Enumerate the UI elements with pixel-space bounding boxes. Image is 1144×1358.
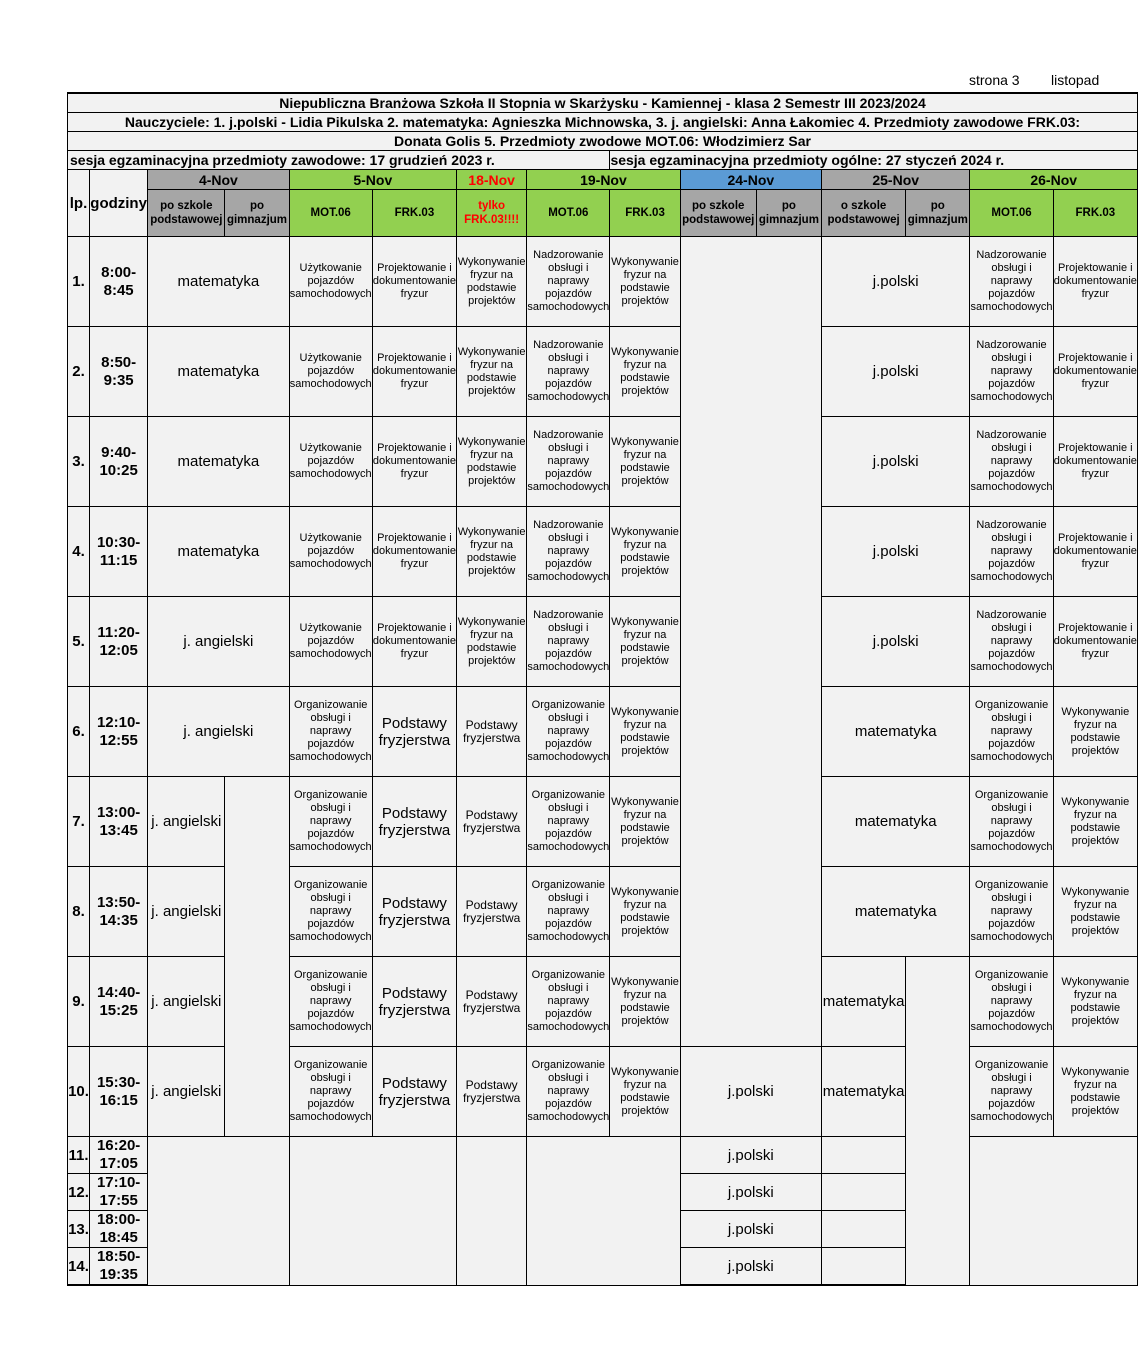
lesson-time: 15:30- 16:15 (90, 1047, 148, 1137)
table-row (68, 687, 1138, 777)
lesson-cell: Projektowanie i dokumentowanie fryzur (1053, 417, 1137, 507)
lp-header: lp. (68, 170, 90, 237)
subheader-gimn: po gimnazjum (756, 190, 821, 237)
lesson-cell: matematyka (148, 507, 289, 597)
day-header: 25-Nov (822, 170, 970, 190)
lesson-cell: Organizowanie obsługi i naprawy pojazdów samochodowych (970, 777, 1053, 867)
table-row (68, 190, 1138, 237)
lesson-cell: matematyka (822, 777, 970, 867)
lesson-cell: j.polski (680, 1174, 821, 1211)
lesson-cell: Projektowanie i dokumentowanie fryzur (1053, 507, 1137, 597)
lesson-cell: Organizowanie obsługi i naprawy pojazdów samochodowych (289, 777, 372, 867)
subheader-tylko: tylko FRK.03!!!! (457, 190, 527, 237)
lesson-cell: j.polski (822, 597, 970, 687)
lesson-cell: j. angielski (148, 1047, 225, 1137)
lesson-time: 11:20- 12:05 (90, 597, 148, 687)
empty-cell (822, 1174, 906, 1211)
lesson-cell: Podstawy fryzjerstwa (457, 957, 527, 1047)
lesson-cell: Projektowanie i dokumentowanie fryzur (372, 597, 456, 687)
lesson-cell: Nadzorowanie obsługi i naprawy pojazdów samochodowych (527, 327, 610, 417)
lesson-number: 5. (68, 597, 90, 687)
lesson-cell: Wykonywanie fryzur na podstawie projektów (1053, 687, 1137, 777)
table-row (68, 1137, 1138, 1174)
session-general: sesja egzaminacyjna przedmioty ogólne: 27 styczeń 2024 r. (610, 151, 1138, 170)
lesson-cell: matematyka (148, 237, 289, 327)
lesson-cell: Projektowanie i dokumentowanie fryzur (372, 237, 456, 327)
empty-cell (289, 1137, 456, 1286)
day-header: 26-Nov (970, 170, 1138, 190)
subheader-mot: MOT.06 (527, 190, 610, 237)
lesson-cell: Wykonywanie fryzur na podstawie projektów (457, 417, 527, 507)
teachers-line: Nauczyciele: 1. j.polski - Lidia Pikulska 2. matematyka: Agnieszka Michnowska, 3. j. angielski: Anna Łakomiec 4. Przedmioty zawodowe FRK.03: (68, 113, 1138, 132)
lesson-cell: Nadzorowanie obsługi i naprawy pojazdów samochodowych (970, 507, 1053, 597)
table-row (68, 151, 1138, 170)
lesson-cell: Projektowanie i dokumentowanie fryzur (372, 417, 456, 507)
subheader-mot: MOT.06 (289, 190, 372, 237)
table-row (68, 597, 1138, 687)
lesson-cell: matematyka (148, 327, 289, 417)
subheader-mot: MOT.06 (970, 190, 1053, 237)
lesson-cell: Wykonywanie fryzur na podstawie projektów (1053, 957, 1137, 1047)
lesson-cell: j.polski (680, 1047, 821, 1137)
lesson-cell: matematyka (822, 687, 970, 777)
lesson-cell: j. angielski (148, 597, 289, 687)
table-row (68, 170, 1138, 190)
lesson-cell: Podstawy fryzjerstwa (457, 867, 527, 957)
subheader-podst: po szkole podstawowej (680, 190, 756, 237)
lesson-cell: Wykonywanie fryzur na podstawie projektów (610, 237, 680, 327)
lesson-cell: Nadzorowanie obsługi i naprawy pojazdów samochodowych (527, 237, 610, 327)
lesson-time: 13:00- 13:45 (90, 777, 148, 867)
lesson-cell: Wykonywanie fryzur na podstawie projektów (1053, 777, 1137, 867)
lesson-number: 4. (68, 507, 90, 597)
lesson-time: 12:10- 12:55 (90, 687, 148, 777)
lesson-cell: Organizowanie obsługi i naprawy pojazdów samochodowych (527, 1047, 610, 1137)
lesson-cell: Wykonywanie fryzur na podstawie projektów (610, 1047, 680, 1137)
lesson-cell: j. angielski (148, 687, 289, 777)
table-row (68, 327, 1138, 417)
lesson-cell: Organizowanie obsługi i naprawy pojazdów samochodowych (289, 957, 372, 1047)
table-row (68, 777, 1138, 867)
day-header: 24-Nov (680, 170, 821, 190)
lesson-cell: Użytkowanie pojazdów samochodowych (289, 237, 372, 327)
lesson-cell: Projektowanie i dokumentowanie fryzur (372, 507, 456, 597)
lesson-cell: Projektowanie i dokumentowanie fryzur (1053, 237, 1137, 327)
lesson-cell: j.polski (822, 327, 970, 417)
lesson-cell: j.polski (680, 1137, 821, 1174)
empty-cell (457, 1137, 527, 1286)
lesson-cell: Nadzorowanie obsługi i naprawy pojazdów samochodowych (527, 507, 610, 597)
lesson-cell: j.polski (680, 1248, 821, 1286)
empty-cell (680, 237, 821, 1047)
lesson-cell: Wykonywanie fryzur na podstawie projektów (457, 327, 527, 417)
lesson-cell: Wykonywanie fryzur na podstawie projektów (610, 327, 680, 417)
lesson-cell: Nadzorowanie obsługi i naprawy pojazdów samochodowych (527, 597, 610, 687)
page-number: strona 3 (969, 72, 1020, 88)
empty-cell (148, 1137, 289, 1286)
month-label: listopad (1051, 72, 1100, 88)
day-header: 19-Nov (527, 170, 680, 190)
empty-cell (970, 1137, 1138, 1286)
lesson-cell: matematyka (822, 1047, 906, 1137)
table-row (68, 417, 1138, 507)
lesson-cell: Organizowanie obsługi i naprawy pojazdów samochodowych (289, 1047, 372, 1137)
lesson-cell: j. angielski (148, 867, 225, 957)
hours-header: godziny (90, 170, 148, 237)
session-vocational: sesja egzaminacyjna przedmioty zawodowe: 17 grudzień 2023 r. (68, 151, 610, 170)
lesson-cell: Podstawy fryzjerstwa (372, 957, 456, 1047)
lesson-cell: Projektowanie i dokumentowanie fryzur (372, 327, 456, 417)
lesson-cell: Użytkowanie pojazdów samochodowych (289, 417, 372, 507)
lesson-cell: Użytkowanie pojazdów samochodowych (289, 597, 372, 687)
lesson-cell: Projektowanie i dokumentowanie fryzur (1053, 327, 1137, 417)
lesson-time: 9:40- 10:25 (90, 417, 148, 507)
lesson-number: 13. (68, 1211, 90, 1248)
lesson-cell: Wykonywanie fryzur na podstawie projektów (610, 507, 680, 597)
lesson-cell: Wykonywanie fryzur na podstawie projektów (1053, 867, 1137, 957)
subheader-gimn: po gimnazjum (906, 190, 970, 237)
page-meta (969, 72, 1099, 88)
lesson-cell: Wykonywanie fryzur na podstawie projektów (610, 957, 680, 1047)
lesson-cell: Podstawy fryzjerstwa (372, 867, 456, 957)
lesson-number: 14. (68, 1248, 90, 1286)
lesson-cell: Organizowanie obsługi i naprawy pojazdów samochodowych (527, 867, 610, 957)
lesson-cell: Nadzorowanie obsługi i naprawy pojazdów samochodowych (970, 327, 1053, 417)
lesson-cell: Nadzorowanie obsługi i naprawy pojazdów samochodowych (970, 417, 1053, 507)
table-row (68, 93, 1138, 113)
empty-cell (225, 777, 289, 1137)
lesson-cell: Wykonywanie fryzur na podstawie projektów (1053, 1047, 1137, 1137)
lesson-cell: matematyka (822, 957, 906, 1047)
empty-cell (822, 1211, 906, 1248)
lesson-cell: matematyka (822, 867, 970, 957)
lesson-cell: Wykonywanie fryzur na podstawie projektów (610, 597, 680, 687)
lesson-number: 6. (68, 687, 90, 777)
lesson-cell: Użytkowanie pojazdów samochodowych (289, 507, 372, 597)
day-header: 4-Nov (148, 170, 289, 190)
lesson-cell: Użytkowanie pojazdów samochodowych (289, 327, 372, 417)
lesson-cell: j.polski (822, 237, 970, 327)
lesson-cell: Organizowanie obsługi i naprawy pojazdów samochodowych (289, 687, 372, 777)
lesson-number: 12. (68, 1174, 90, 1211)
lesson-cell: Organizowanie obsługi i naprawy pojazdów samochodowych (527, 777, 610, 867)
lesson-number: 7. (68, 777, 90, 867)
lesson-time: 18:50- 19:35 (90, 1248, 148, 1286)
lesson-cell: Organizowanie obsługi i naprawy pojazdów samochodowych (970, 957, 1053, 1047)
lesson-number: 2. (68, 327, 90, 417)
lesson-cell: Organizowanie obsługi i naprawy pojazdów samochodowych (970, 867, 1053, 957)
day-header: 5-Nov (289, 170, 456, 190)
lesson-cell: Wykonywanie fryzur na podstawie projektów (457, 597, 527, 687)
lesson-cell: Organizowanie obsługi i naprawy pojazdów samochodowych (970, 687, 1053, 777)
lesson-cell: Wykonywanie fryzur na podstawie projektów (610, 687, 680, 777)
lesson-cell: j.polski (680, 1211, 821, 1248)
lesson-time: 14:40- 15:25 (90, 957, 148, 1047)
lesson-cell: j. angielski (148, 777, 225, 867)
lesson-cell: Organizowanie obsługi i naprawy pojazdów samochodowych (970, 1047, 1053, 1137)
lesson-cell: j. angielski (148, 957, 225, 1047)
subheader-podst25: o szkole podstawowej (822, 190, 906, 237)
subheader-podst: po szkole podstawowej (148, 190, 225, 237)
lesson-cell: Podstawy fryzjerstwa (372, 687, 456, 777)
lesson-time: 17:10- 17:55 (90, 1174, 148, 1211)
lesson-cell: Wykonywanie fryzur na podstawie projektów (610, 777, 680, 867)
lesson-cell: Organizowanie obsługi i naprawy pojazdów samochodowych (527, 687, 610, 777)
subheader-frk: FRK.03 (372, 190, 456, 237)
lesson-number: 10. (68, 1047, 90, 1137)
empty-cell (527, 1137, 680, 1286)
lesson-time: 10:30- 11:15 (90, 507, 148, 597)
lesson-cell: Organizowanie obsługi i naprawy pojazdów samochodowych (289, 867, 372, 957)
table-row (68, 113, 1138, 132)
lesson-cell: Projektowanie i dokumentowanie fryzur (1053, 597, 1137, 687)
lesson-time: 16:20- 17:05 (90, 1137, 148, 1174)
lesson-cell: Podstawy fryzjerstwa (372, 777, 456, 867)
subheader-gimn: po gimnazjum (225, 190, 289, 237)
lesson-cell: j.polski (822, 507, 970, 597)
lesson-time: 8:00- 8:45 (90, 237, 148, 327)
lesson-cell: Nadzorowanie obsługi i naprawy pojazdów samochodowych (970, 597, 1053, 687)
empty-cell (822, 1137, 906, 1174)
lesson-time: 13:50- 14:35 (90, 867, 148, 957)
lesson-cell: Wykonywanie fryzur na podstawie projektów (610, 867, 680, 957)
lesson-cell: Podstawy fryzjerstwa (372, 1047, 456, 1137)
empty-cell (822, 1248, 906, 1286)
lesson-cell: Podstawy fryzjerstwa (457, 1047, 527, 1137)
table-row (68, 237, 1138, 327)
empty-cell (906, 957, 970, 1286)
lesson-number: 9. (68, 957, 90, 1047)
lesson-cell: Podstawy fryzjerstwa (457, 687, 527, 777)
lesson-cell: Nadzorowanie obsługi i naprawy pojazdów samochodowych (970, 237, 1053, 327)
table-row (68, 132, 1138, 151)
lesson-cell: Wykonywanie fryzur na podstawie projektów (457, 507, 527, 597)
lesson-cell: Wykonywanie fryzur na podstawie projektów (457, 237, 527, 327)
lesson-cell: Wykonywanie fryzur na podstawie projektów (610, 417, 680, 507)
lesson-time: 8:50- 9:35 (90, 327, 148, 417)
subheader-frk: FRK.03 (610, 190, 680, 237)
schedule-table (67, 92, 1138, 1286)
subheader-frk: FRK.03 (1053, 190, 1137, 237)
lesson-cell: Podstawy fryzjerstwa (457, 777, 527, 867)
table-row (68, 507, 1138, 597)
lesson-number: 11. (68, 1137, 90, 1174)
lesson-time: 18:00- 18:45 (90, 1211, 148, 1248)
lesson-cell: matematyka (148, 417, 289, 507)
lesson-cell: Nadzorowanie obsługi i naprawy pojazdów samochodowych (527, 417, 610, 507)
school-title: Niepubliczna Branżowa Szkoła II Stopnia w Skarżysku - Kamiennej - klasa 2 Semestr III 2023/2024 (68, 93, 1138, 113)
lesson-number: 8. (68, 867, 90, 957)
lesson-cell: Organizowanie obsługi i naprawy pojazdów samochodowych (527, 957, 610, 1047)
lesson-number: 3. (68, 417, 90, 507)
lesson-number: 1. (68, 237, 90, 327)
day-header: 18-Nov (457, 170, 527, 190)
teachers-line-2: Donata Golis 5. Przedmioty zwodowe MOT.06: Włodzimierz Sar (68, 132, 1138, 151)
lesson-cell: j.polski (822, 417, 970, 507)
